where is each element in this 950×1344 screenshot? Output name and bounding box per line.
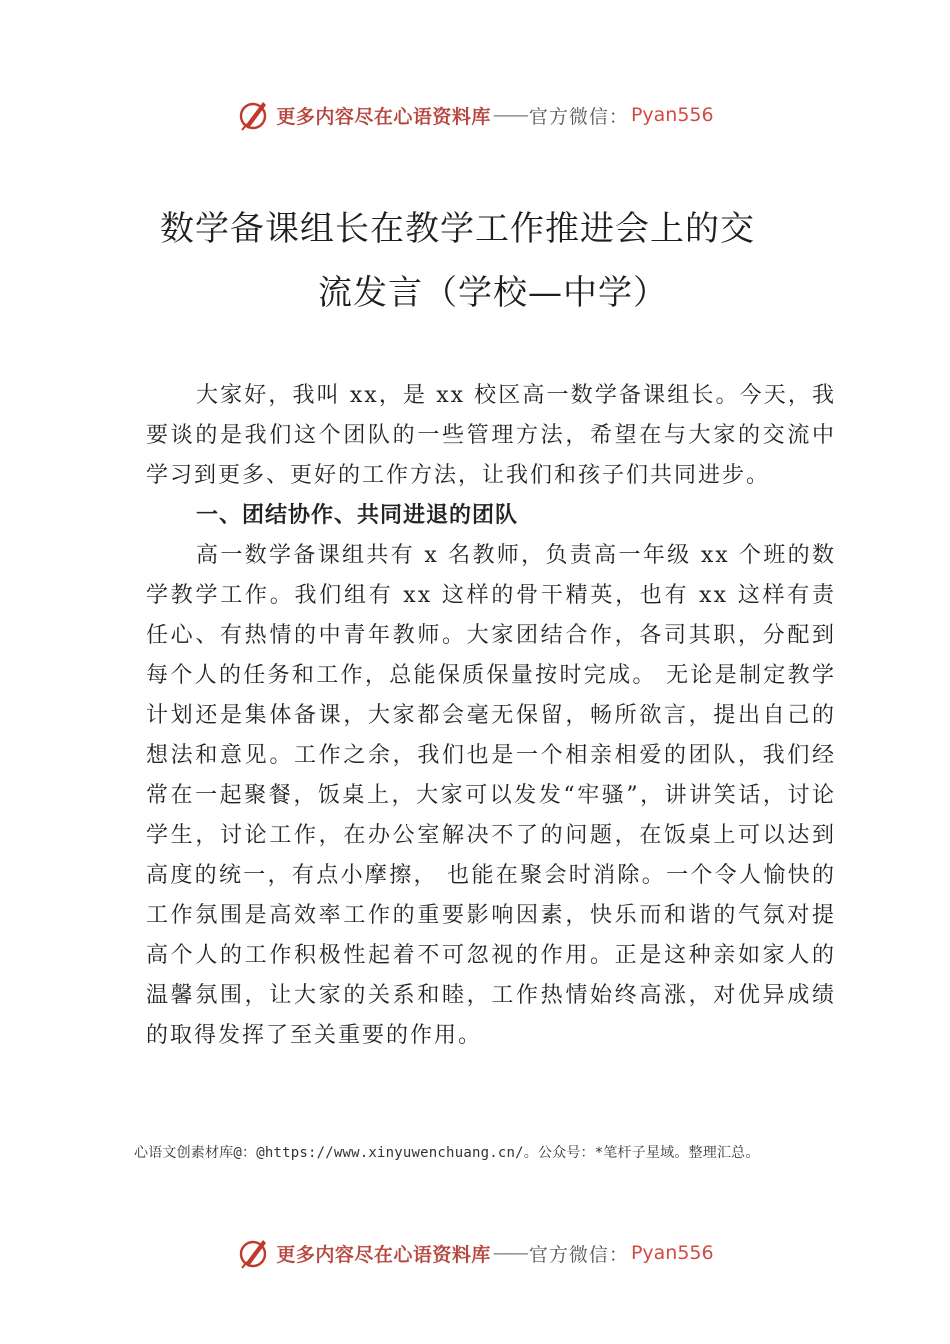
- banner-contact-label: 官方微信：: [528, 1243, 629, 1266]
- header-banner: [0, 95, 950, 135]
- banner-separator: ——: [492, 1242, 527, 1264]
- document-body: [146, 376, 836, 1056]
- section-heading: 一、团结协作、共同进退的团队: [196, 503, 519, 528]
- document-title-line2: 流发言（学校—中学）: [318, 273, 668, 313]
- banner-contact-label: 官方微信：: [528, 105, 629, 128]
- document-title-line1: 数学备课组长在教学工作推进会上的交: [160, 209, 755, 249]
- banner-contact-id: Pyan556: [630, 104, 714, 126]
- paragraph-team: 高一数学备课组共有 x 名教师，负责高一年级 xx 个班的数学教学工作。我们组有 xx 这样的骨干精英，也有 xx 这样有责任心、有热情的中青年教师。大家团结合作，各司其职，分配到每个人的任务和工作，总能保质保量按时完成。 无论是制定教学计划还是集体备课，大家都会毫无保留，畅所欲言，提出自己的想法和意见。工作之余，我们也是一个相亲相爱的团队，我们经常在一起聚餐，饭桌上，大家可以发发“牢骚”，讲讲笑话，讨论学生，讨论工作，在办公室解决不了的问题，在饭桌上可以达到高度的统一，有点小摩擦， 也能在聚会时消除。一个令人愉快的工作氛围是高效率工作的重要影响因素，快乐而和谐的气氛对提高个人的工作积极性起着不可忽视的作用。正是这种亲如家人的温馨氛围，让大家的关系和睦，工作热情始终高涨，对优异成绩的取得发挥了至关重要的作用。: [146, 543, 836, 1048]
- banner-slogan: 更多内容尽在心语资料库: [276, 105, 491, 128]
- footer-banner: [0, 1233, 950, 1273]
- source-note: 心语文创素材库@：@https://www.xinyuwenchuang.cn/。公众号：*笔杆子星域。整理汇总。: [134, 1145, 760, 1161]
- banner-separator: ——: [492, 104, 527, 126]
- paragraph-intro: 大家好，我叫 xx，是 xx 校区高一数学备课组长。今天，我要谈的是我们这个团队的一些管理方法，希望在与大家的交流中学习到更多、更好的工作方法，让我们和孩子们共同进步。: [146, 383, 836, 488]
- banner-slogan: 更多内容尽在心语资料库: [276, 1243, 491, 1266]
- quill-logo-icon: [236, 1235, 272, 1271]
- banner-contact-id: Pyan556: [630, 1242, 714, 1264]
- quill-logo-icon: [236, 97, 272, 133]
